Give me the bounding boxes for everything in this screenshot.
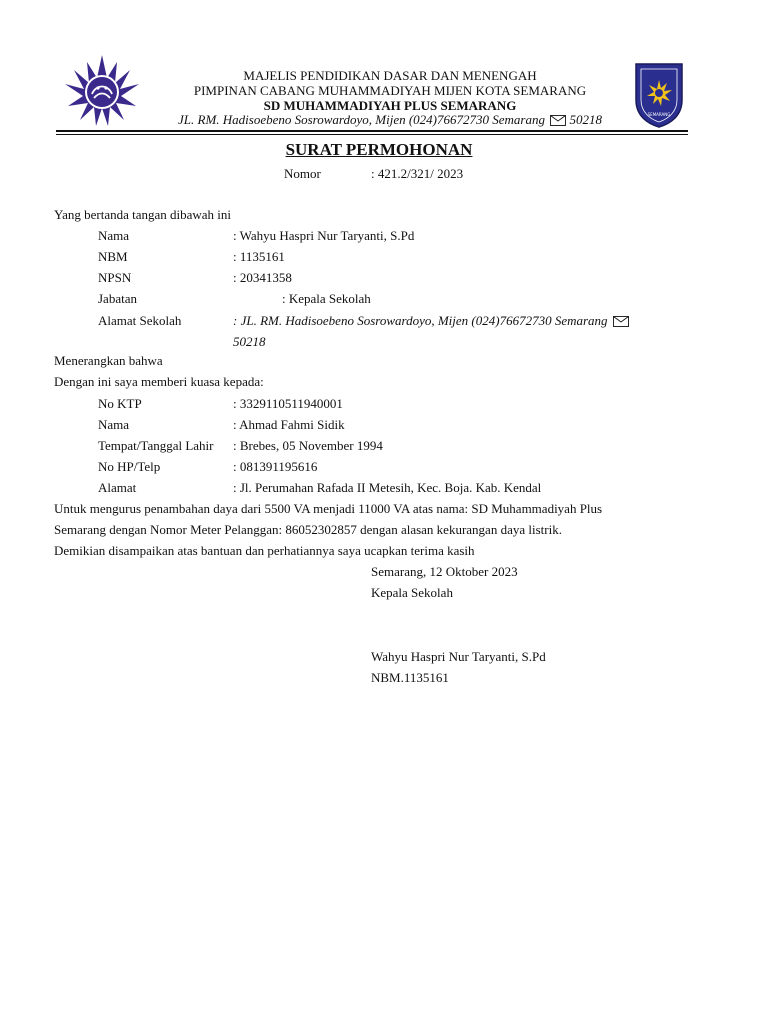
signer-label: Alamat Sekolah <box>98 313 182 328</box>
intro-text: Yang bertanda tangan dibawah ini <box>54 207 232 222</box>
badge-bottom-text: SEMARANG <box>647 112 671 117</box>
header-rule-thick <box>56 130 688 132</box>
signer-label: Nama <box>98 228 130 243</box>
header-rule-thin <box>56 134 688 135</box>
signer-value: : Kepala Sekolah <box>282 291 371 306</box>
place-date: Semarang, 12 Oktober 2023 <box>371 564 518 579</box>
muhammadiyah-logo-icon <box>58 54 146 130</box>
closing-text: Demikian disampaikan atas bantuan dan perhatiannya saya ucapkan terima kasih <box>54 543 475 558</box>
menerangkan-text: Menerangkan bahwa <box>54 353 163 368</box>
body-line-1: Untuk mengurus penambahan daya dari 5500 VA menjadi 11000 VA atas nama: SD Muhammadiyah Plus <box>54 501 603 516</box>
nomor-label: Nomor <box>284 166 321 181</box>
signer-label: NPSN <box>98 270 132 285</box>
signer-address-text: : JL. RM. Hadisoebeno Sosrowardoyo, Mijen (024)76672730 Semarang <box>233 313 608 328</box>
nomor-value: : 421.2/321/ 2023 <box>371 166 464 181</box>
header-address-text: JL. RM. Hadisoebeno Sosrowardoyo, Mijen (024)76672730 Semarang <box>178 112 545 127</box>
grantee-label: Alamat <box>98 480 137 495</box>
grantee-value: : Brebes, 05 November 1994 <box>233 438 383 453</box>
grantee-value: : Ahmad Fahmi Sidik <box>233 417 345 432</box>
grantee-label: No KTP <box>98 396 142 411</box>
signer-label: NBM <box>98 249 128 264</box>
grantee-label: No HP/Telp <box>98 459 161 474</box>
signature-name: Wahyu Haspri Nur Taryanti, S.Pd <box>371 649 546 664</box>
header-line-2: PIMPINAN CABANG MUHAMMADIYAH MIJEN KOTA SEMARANG <box>193 83 587 98</box>
signer-address-postcode: 50218 <box>233 334 266 349</box>
body-line-2: Semarang dengan Nomor Meter Pelanggan: 86052302857 dengan alasan kekurangan daya listrik. <box>54 522 562 537</box>
letter-title: SURAT PERMOHONAN <box>285 140 473 159</box>
signature-nbm: NBM.1135161 <box>371 670 449 685</box>
header-postcode: 50218 <box>569 112 602 127</box>
signer-value: : Wahyu Haspri Nur Taryanti, S.Pd <box>233 228 415 243</box>
grantee-label: Tempat/Tanggal Lahir <box>98 438 214 453</box>
grantee-value: : Jl. Perumahan Rafada II Metesih, Kec. Boja. Kab. Kendal <box>233 480 542 495</box>
school-badge-icon <box>632 60 686 128</box>
school-name: SD MUHAMMADIYAH PLUS SEMARANG <box>263 98 517 113</box>
signer-position: Kepala Sekolah <box>371 585 453 600</box>
header-line-1: MAJELIS PENDIDIKAN DASAR DAN MENENGAH <box>243 68 537 83</box>
grantee-value: : 081391195616 <box>233 459 318 474</box>
signer-label: Jabatan <box>98 291 137 306</box>
envelope-icon <box>550 114 566 129</box>
grantee-value: : 3329110511940001 <box>233 396 343 411</box>
grantee-label: Nama <box>98 417 130 432</box>
kuasa-text: Dengan ini saya memberi kuasa kepada: <box>54 374 264 389</box>
envelope-icon <box>613 315 629 331</box>
signer-value: : 20341358 <box>233 270 292 285</box>
signer-value: : 1135161 <box>233 249 285 264</box>
header-address <box>150 112 630 129</box>
signer-address <box>233 313 629 331</box>
